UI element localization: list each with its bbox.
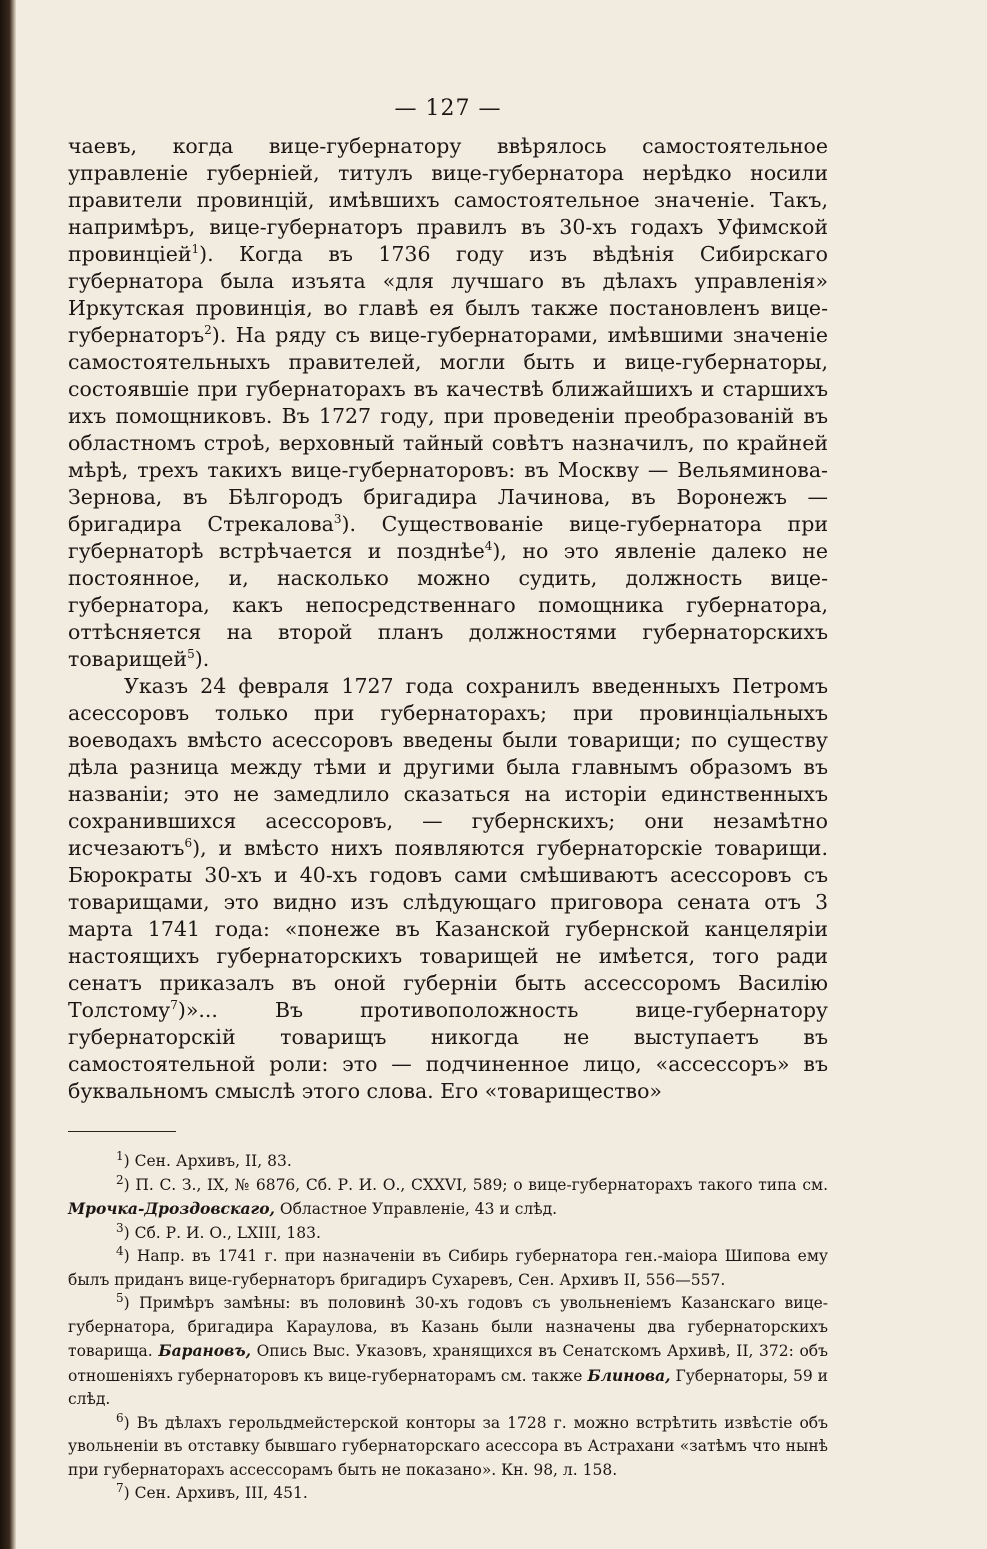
- text-run: ѣ: [520, 134, 533, 158]
- text-run: )»... Въ противоположность вице-губернатору губернаторскій товарищъ никогда не выступаетъ въ самостоятельной роли: это — подчиненное лицо, «ассессоръ» въ буквальномъ смыслѣ этого слова. Его «товарищество»: [68, 998, 828, 1103]
- footnote-marker: 7: [170, 998, 178, 1013]
- text-run: ). Существованіе вице-губернатора при губернаторѣ встрѣчается и позднѣе: [68, 512, 828, 563]
- footnote-marker: 1: [191, 242, 200, 257]
- footnote-separator: [68, 1131, 176, 1132]
- text-run: рялось самостоятельное управленіе губерніей, титулъ вице-губернатора нерѣдко носили правители провинцій, имѣвшихъ самостоятельное значеніе. Такъ, напримѣръ, вице-губернаторъ правилъ въ 30-хъ годахъ Уфимской провинціей: [68, 134, 828, 266]
- page-number: — 127 —: [394, 96, 502, 121]
- text-run: ) Сен. Архивъ, III, 451.: [123, 1484, 308, 1502]
- footnotes: [68, 1150, 828, 1506]
- italic-author-name: Мрочка-Дроздовскаго,: [68, 1199, 275, 1218]
- text-run: Указъ 24 февраля 1727 года сохранилъ введенныхъ Петромъ асессоровъ только при губернаторахъ; при провинціальныхъ воеводахъ вмѣсто асессоровъ введены были товарищи; по существу дѣла разница между тѣми и другими была главнымъ образомъ въ названіи; это не замедлило сказаться на исторіи единственныхъ сохранившихся асессоровъ, — губернскихъ; они незамѣтно исчезаютъ: [68, 674, 828, 860]
- text-run: Опись Выс. Указовъ, хранящихся въ Сенатскомъ Архивѣ, II, 372: объ отношеніяхъ губернаторовъ къ вице-губернаторамъ см. также: [68, 1342, 828, 1385]
- footnote-marker: 3: [333, 512, 342, 527]
- italic-author-name: Барановъ,: [158, 1341, 251, 1360]
- footnote-4: [68, 1245, 828, 1292]
- paragraph-2: [68, 673, 828, 1105]
- paragraph-1: [68, 133, 828, 673]
- book-spine-shadow: [0, 0, 16, 1549]
- footnote-7: [68, 1482, 828, 1506]
- italic-author-name: Блинова,: [587, 1365, 671, 1385]
- footnote-marker: 1: [116, 1148, 124, 1163]
- footnote-2: [68, 1174, 828, 1222]
- text-run: ). Когда въ 1736 году изъ вѣдѣнія Сибирскаго губернатора была изъята «для лучшаго въ дѣлахъ управленія» Иркутская провинція, во главѣ ея былъ также постановленъ вице-губернаторъ: [68, 242, 828, 347]
- footnote-marker: 7: [116, 1480, 124, 1495]
- footnote-1: [68, 1150, 828, 1174]
- footnote-3: [68, 1222, 828, 1246]
- footnote-5: [68, 1292, 828, 1412]
- text-run: ) Примѣръ замѣны: въ половинѣ 30-хъ годовъ съ увольненіемъ Казанскаго вице-губернатора, бригадира Караулова, въ Казань были назначены два губернаторскихъ товарища.: [68, 1294, 828, 1360]
- text-run: ) Въ дѣлахъ герольдмейстерской конторы за 1728 г. можно встрѣтить извѣстіе объ увольненіи въ отставку бывшаго губернаторскаго асессора въ Астрахани «затѣмъ что нынѣ при губернаторахъ ассессорамъ быть не показано». Кн. 98, л. 158.: [68, 1413, 828, 1479]
- text-run: ) П. С. З., IX, № 6876, Сб. Р. И. О., CXXVI, 589; о вице-губернаторахъ такого типа см.: [123, 1175, 828, 1194]
- text-run: ) Напр. въ 1741 г. при назначеніи въ Сибирь губернатора ген.-маіора Шипова ему былъ приданъ вице-губернаторъ бригадиръ Сухаревъ, Сен. Архивъ II, 556—557.: [68, 1247, 828, 1289]
- text-run: Областное Управленіе, 43 и слѣд.: [274, 1200, 558, 1218]
- footnote-marker: 2: [204, 323, 212, 338]
- main-text: [68, 133, 828, 1105]
- text-run: ). На ряду съ вице-губернаторами, имѣвшими значеніе самостоятельныхъ правителей, могли быть и вице-губернаторы, состоявшіе при губернаторахъ въ качествѣ ближайшихъ и старшихъ ихъ помощниковъ. Въ 1727 году, при проведеніи преобразованій въ областномъ строѣ, верховный тайный совѣтъ назначилъ, по крайней мѣрѣ, трехъ такихъ вице-губернаторовъ: въ Москву — Вельяминова-Зернова, въ Бѣлгородъ бригадира Лачинова, въ Воронежъ — бригадира Стрекалова: [68, 323, 828, 536]
- text-run: ).: [194, 647, 210, 671]
- text-run: ) Сб. Р. И. О., LXIII, 183.: [123, 1223, 321, 1242]
- book-page: [68, 96, 828, 1506]
- text-run: ), и вмѣсто нихъ появляются губернаторскіе товарищи. Бюрократы 30-хъ и 40-хъ годовъ сами смѣшиваютъ асессоровъ съ товарищами, это видно изъ слѣдующаго приговора сената отъ 3 марта 1741 года: «понеже въ Казанской губернской канцеляріи настоящихъ губернаторскихъ товарищей не имѣется, того ради сенатъ приказалъ въ оной губерніи быть ассессоромъ Василію Толстому: [68, 836, 828, 1022]
- text-run: чаевъ, когда вице-губернатору вв: [68, 134, 521, 158]
- footnote-marker: 4: [484, 539, 493, 554]
- footnote-marker: 5: [187, 647, 195, 662]
- footnote-marker: 4: [116, 1243, 124, 1258]
- footnote-marker: 3: [116, 1220, 124, 1235]
- footnote-marker: 6: [184, 836, 193, 851]
- text-run: ) Сен. Архивъ, II, 83.: [123, 1152, 292, 1170]
- footnote-marker: 5: [116, 1290, 124, 1305]
- footnote-marker: 2: [116, 1172, 124, 1187]
- footnote-marker: 6: [116, 1410, 124, 1425]
- text-run: Губернаторы, 59 и слѣд.: [68, 1366, 828, 1408]
- footnote-6: [68, 1412, 828, 1483]
- text-run: ), но это явленіе далеко не постоянное, и, насколько можно судить, должность вице-губернатора, какъ непосредственнаго помощника губернатора, оттѣсняется на второй планъ должностями губернаторскихъ товарищей: [68, 539, 829, 671]
